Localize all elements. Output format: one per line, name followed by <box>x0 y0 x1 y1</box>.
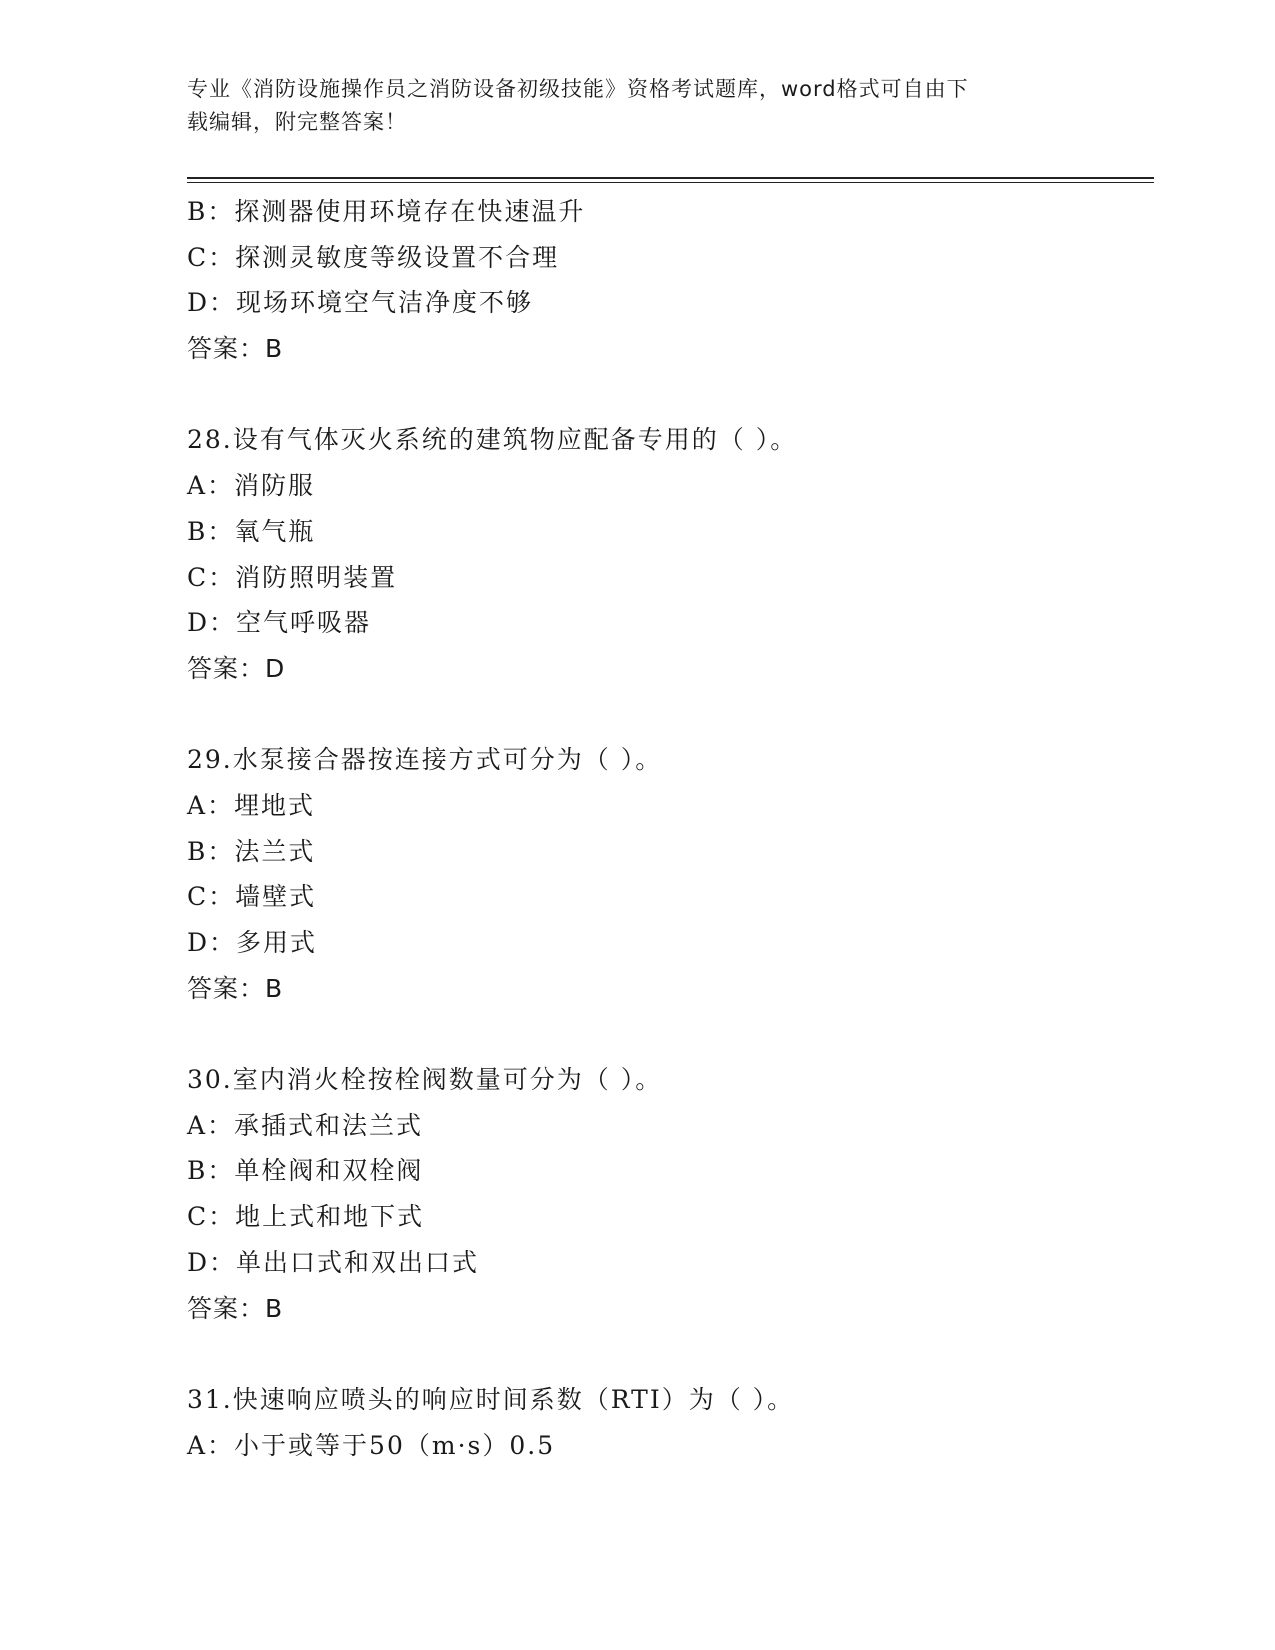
option-b: B：单栓阀和双栓阀 <box>187 1156 424 1186</box>
question-list <box>187 189 1147 1468</box>
header-line-1: 专业《消防设施操作员之消防设备初级技能》资格考试题库，word格式可自由下 <box>187 77 969 101</box>
spacer <box>187 1011 1147 1057</box>
answer: 答案：B <box>187 334 284 364</box>
header-rule-thick <box>187 177 1154 179</box>
option-b: B：法兰式 <box>187 836 316 866</box>
question-28 <box>187 417 1147 691</box>
answer: 答案：B <box>187 1293 284 1323</box>
spacer <box>187 372 1147 418</box>
question-stem: 29.水泵接合器按连接方式可分为（ ）。 <box>187 745 663 775</box>
option-c: C：墙壁式 <box>187 882 317 912</box>
option-b: B：探测器使用环境存在快速温升 <box>187 197 586 226</box>
option-b: B：氧气瓶 <box>187 516 316 546</box>
option-c: C：消防照明装置 <box>187 562 398 592</box>
option-d: D：现场环境空气洁净度不够 <box>187 288 534 318</box>
option-c: C：地上式和地下式 <box>187 1202 425 1232</box>
option-d: D：单出口式和双出口式 <box>187 1247 480 1277</box>
option-c: C：探测灵敏度等级设置不合理 <box>187 242 560 272</box>
header-rule-thin <box>187 182 1154 183</box>
question-27-partial <box>187 189 1147 372</box>
option-a: A：消防服 <box>187 471 316 501</box>
question-stem: 31.快速响应喷头的响应时间系数（RTI）为（ ）。 <box>187 1384 795 1414</box>
option-a: A：小于或等于50（m·s）0.5 <box>187 1430 556 1460</box>
question-stem: 28.设有气体灭火系统的建筑物应配备专用的（ ）。 <box>187 425 798 455</box>
header-line-2: 载编辑，附完整答案！ <box>187 110 407 134</box>
answer: 答案：D <box>187 653 286 683</box>
question-31 <box>187 1377 1147 1468</box>
option-d: D：多用式 <box>187 928 318 957</box>
option-a: A：承插式和法兰式 <box>187 1110 424 1140</box>
option-a: A：埋地式 <box>187 790 316 820</box>
question-30 <box>187 1057 1147 1331</box>
question-stem: 30.室内消火栓按栓阀数量可分为（ ）。 <box>187 1065 663 1095</box>
option-d: D：空气呼吸器 <box>187 608 372 638</box>
question-29 <box>187 737 1147 1011</box>
document-header <box>187 73 1087 139</box>
spacer <box>187 1331 1147 1377</box>
answer: 答案：B <box>187 973 284 1003</box>
spacer <box>187 692 1147 738</box>
